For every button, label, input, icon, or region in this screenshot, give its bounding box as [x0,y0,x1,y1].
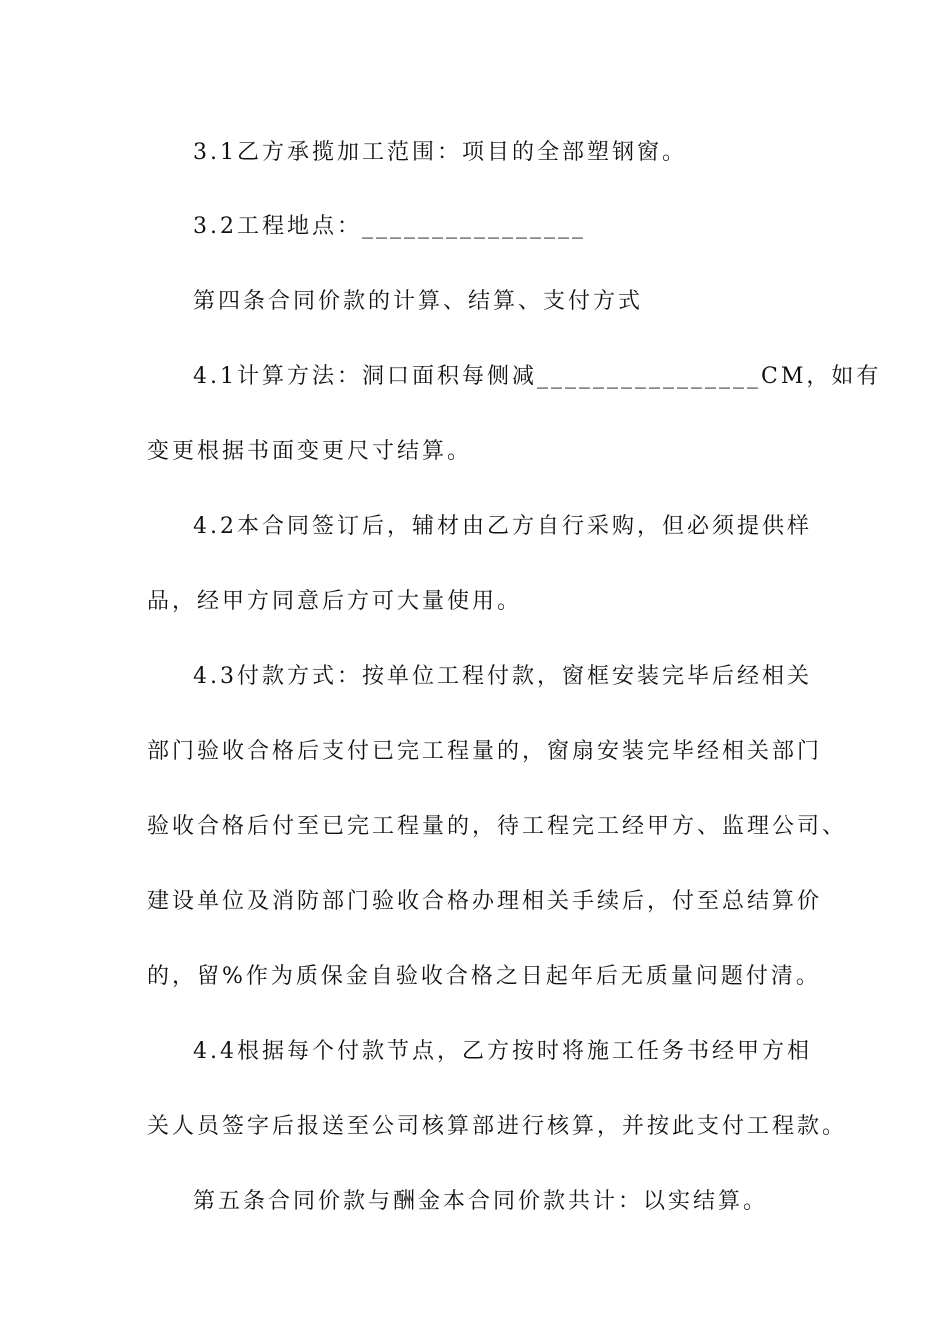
clause-4-1-continued: 变更根据书面变更尺寸结算。 [147,439,473,464]
article-4-heading: 第四条合同价款的计算、结算、支付方式 [193,289,644,314]
clause-4-3-continued: 部门验收合格后支付已完工程量的，窗扇安装完毕经相关部门 [147,739,823,764]
article-5-heading: 第五条合同价款与酬金本合同价款共计：以实结算。 [193,1189,769,1214]
clause-4-3-continued: 验收合格后付至已完工程量的，待工程完工经甲方、监理公司、 [147,814,848,839]
clause-3-2: 3.2工程地点：________________ [193,214,586,239]
clause-4-3-continued: 建设单位及消防部门验收合格办理相关手续后，付至总结算价 [147,889,823,914]
clause-4-2-continued: 品，经甲方同意后方可大量使用。 [147,589,523,614]
clause-3-1: 3.1乙方承揽加工范围：项目的全部塑钢窗。 [193,140,687,165]
clause-4-3-continued: 的，留%作为质保金自验收合格之日起年后无质量问题付清。 [147,964,821,989]
clause-4-4-continued: 关人员签字后报送至公司核算部进行核算，并按此支付工程款。 [147,1114,848,1139]
clause-4-3: 4.3付款方式：按单位工程付款，窗框安装完毕后经相关 [193,664,812,689]
clause-4-1: 4.1计算方法：洞口面积每侧减________________CM，如有 [193,364,882,389]
clause-4-4: 4.4根据每个付款节点，乙方按时将施工任务书经甲方相 [193,1039,812,1064]
clause-4-2: 4.2本合同签订后，辅材由乙方自行采购，但必须提供样 [193,514,812,539]
